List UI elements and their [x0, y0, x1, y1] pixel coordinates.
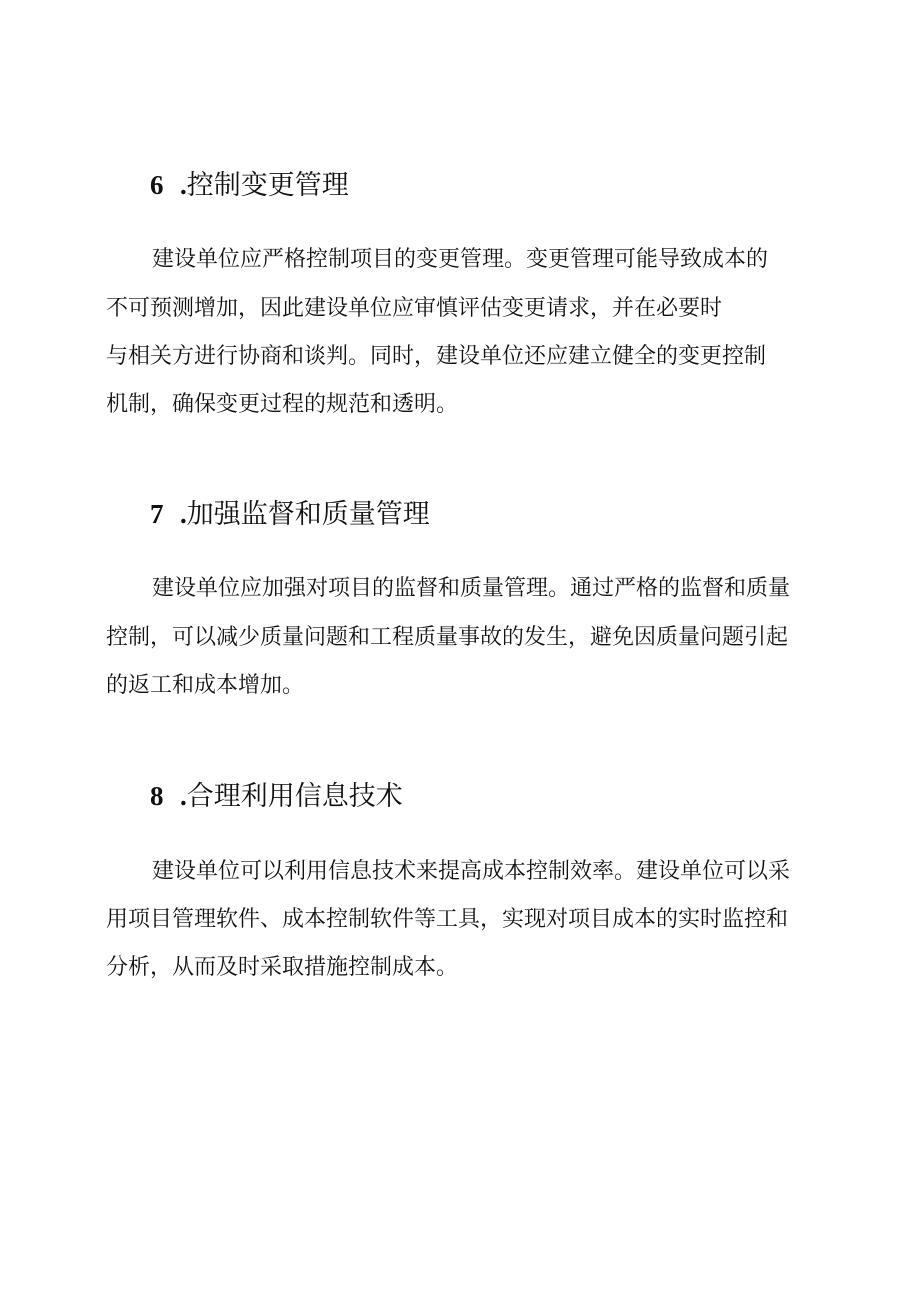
section-heading-6 — [150, 168, 349, 203]
section-dot: . — [180, 499, 187, 529]
section-title: 合理利用信息技术 — [186, 781, 403, 812]
section-dot: . — [180, 781, 187, 811]
paragraph-line: 不可预测增加，因此建设单位应审慎评估变更请求，并在必要时 — [106, 296, 723, 321]
paragraph-line: 用项目管理软件、成本控制软件等工具，实现对项目成本的实时监控和 — [106, 907, 789, 932]
section-number: 7 — [150, 499, 164, 529]
paragraph-line: 建设单位应加强对项目的监督和质量管理。通过严格的监督和质量 — [152, 576, 791, 601]
section-title: 控制变更管理 — [186, 170, 349, 201]
section-title: 加强监督和质量管理 — [186, 499, 430, 530]
section-number: 8 — [150, 781, 164, 811]
paragraph-line: 建设单位可以利用信息技术来提高成本控制效率。建设单位可以采 — [152, 859, 791, 884]
section-heading-7 — [150, 497, 430, 532]
paragraph-line: 的返工和成本增加。 — [106, 673, 305, 698]
section-number: 6 — [150, 170, 164, 200]
section-heading-8 — [150, 779, 403, 814]
paragraph-line: 控制，可以减少质量问题和工程质量事故的发生，避免因质量问题引起 — [106, 625, 789, 650]
section-dot: . — [180, 170, 187, 200]
paragraph-line: 建设单位应严格控制项目的变更管理。变更管理可能导致成本的 — [152, 247, 769, 272]
paragraph-line: 与相关方进行协商和谈判。同时，建设单位还应建立健全的变更控制 — [106, 344, 767, 369]
paragraph-line: 机制，确保变更过程的规范和透明。 — [106, 392, 459, 417]
paragraph-line: 分析，从而及时采取措施控制成本。 — [106, 955, 459, 980]
